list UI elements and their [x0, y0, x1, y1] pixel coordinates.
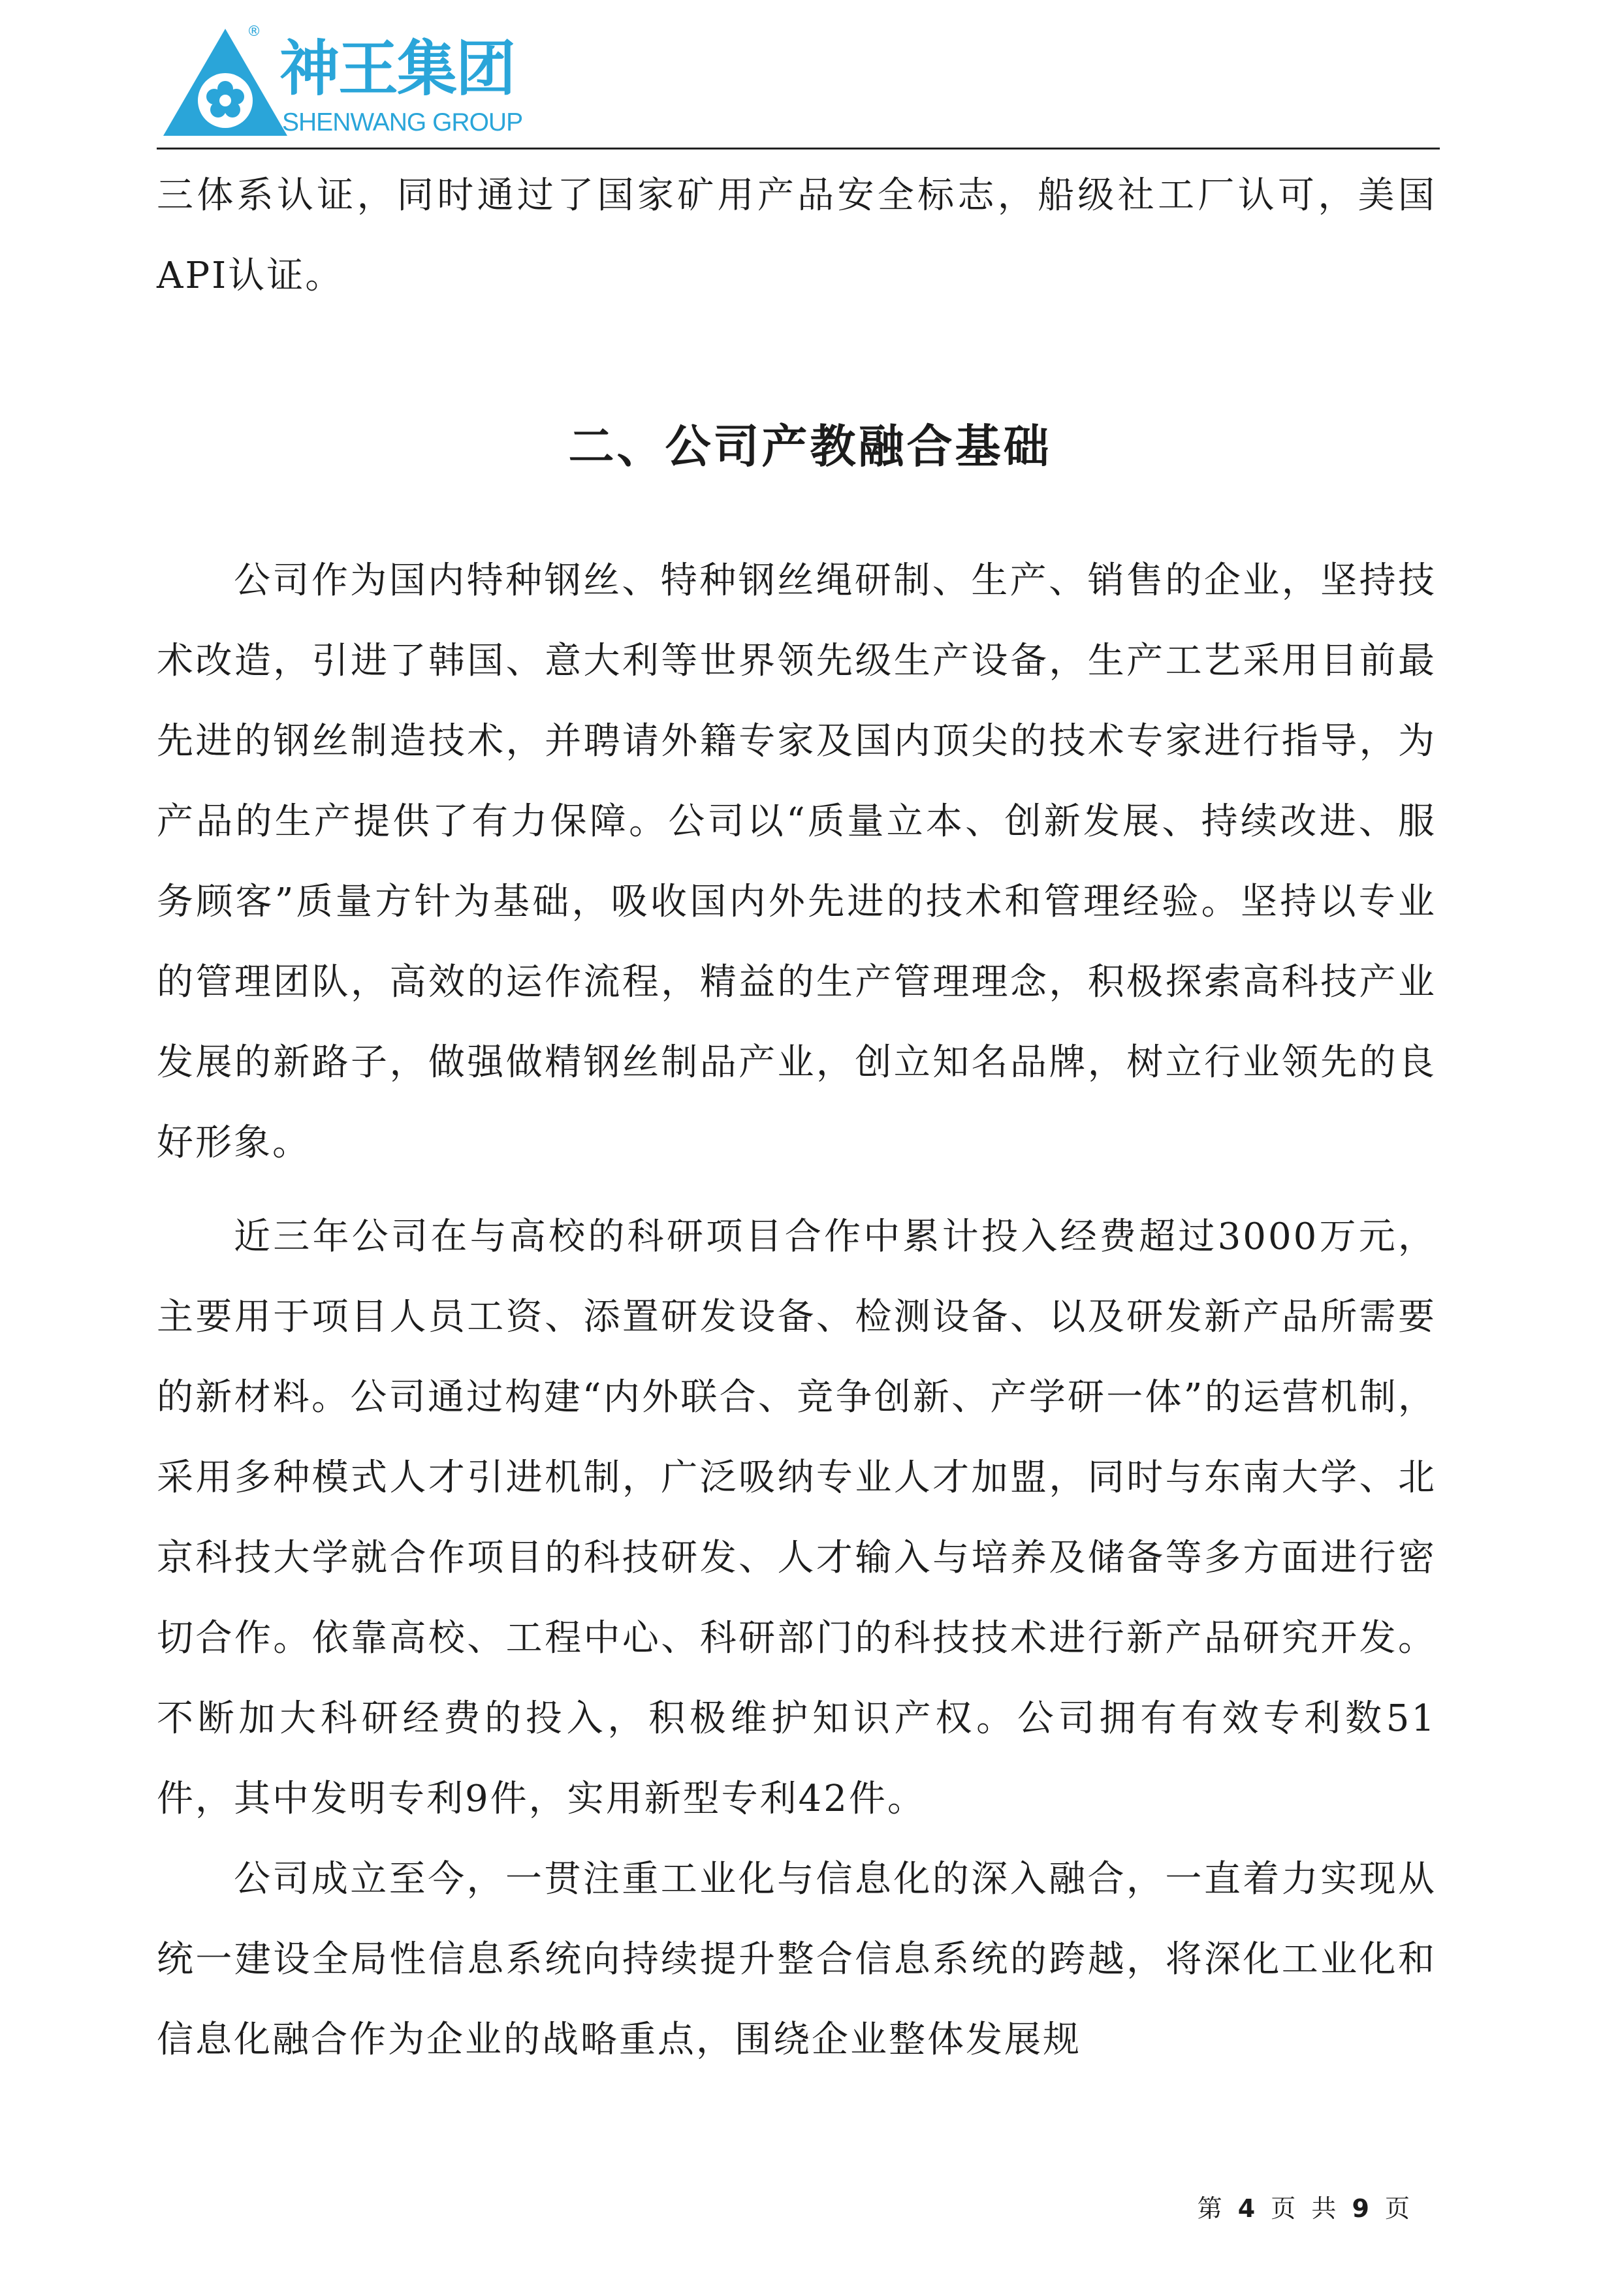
section-title: 二、公司产教融合基础 [568, 420, 1052, 473]
brand-name-chinese: 神王集团 [279, 34, 515, 104]
footer-middle: 页 共 [1271, 2194, 1341, 2223]
continuation-paragraph: 三体系认证，同时通过了国家矿用产品安全标志，船级社工厂认可，美国API认证。 [157, 174, 1437, 297]
current-page-number: 4 [1237, 2194, 1260, 2223]
paragraph-block-3 [157, 1839, 1437, 2080]
body-paragraph: 公司作为国内特种钢丝、特种钢丝绳研制、生产、销售的企业，坚持技术改造，引进了韩国、意大利等世界领先级生产设备，生产工艺采用目前最先进的钢丝制造技术，并聘请外籍专家及国内顶尖的技术专家进行指导，为产品的生产提供了有力保障。公司以“质量立本、创新发展、持续改进、服务顾客”质量方针为基础，吸收国内外先进的技术和管理经验。坚持以专业的管理团队，高效的运作流程，精益的生产管理理念，积极探索高科技产业发展的新路子，做强做精钢丝制品产业，创立知名品牌，树立行业领先的良好形象。 [157, 559, 1437, 1164]
footer-prefix: 第 [1197, 2194, 1226, 2223]
paragraph-block-1 [157, 541, 1437, 1183]
header-divider [157, 148, 1440, 149]
body-paragraph: 公司成立至今，一贯注重工业化与信息化的深入融合，一直着力实现从统一建设全局性信息系统向持续提升整合信息系统的跨越，将深化工业化和信息化融合作为企业的战略重点，围绕企业整体发展规 [157, 1858, 1437, 2061]
brand-name-english: SHENWANG GROUP [282, 108, 523, 136]
footer-suffix: 页 [1384, 2194, 1414, 2223]
paragraph-block-2 [157, 1197, 1437, 1839]
total-page-number: 9 [1352, 2194, 1373, 2223]
page-header [157, 20, 1437, 150]
body-paragraph: 近三年公司在与高校的科研项目合作中累计投入经费超过3000万元，主要用于项目人员工资、添置研发设备、检测设备、以及研发新产品所需要的新材料。公司通过构建“内外联合、竞争创新、产学研一体”的运营机制，采用多种模式人才引进机制，广泛吸纳专业人才加盟，同时与东南大学、北京科技大学就合作项目的科技研发、人才输入与培养及储备等多方面进行密切合作。依靠高校、工程中心、科研部门的科技技术进行新产品研究开发。不断加大科研经费的投入，积极维护知识产权。公司拥有有效专利数51件，其中发明专利9件，实用新型专利42件。 [157, 1216, 1437, 1820]
registered-trademark-mark: ® [247, 24, 261, 40]
triangle-flower-logo-icon [157, 24, 294, 141]
continuation-block [157, 155, 1437, 316]
page-number-footer [1198, 2188, 1414, 2224]
